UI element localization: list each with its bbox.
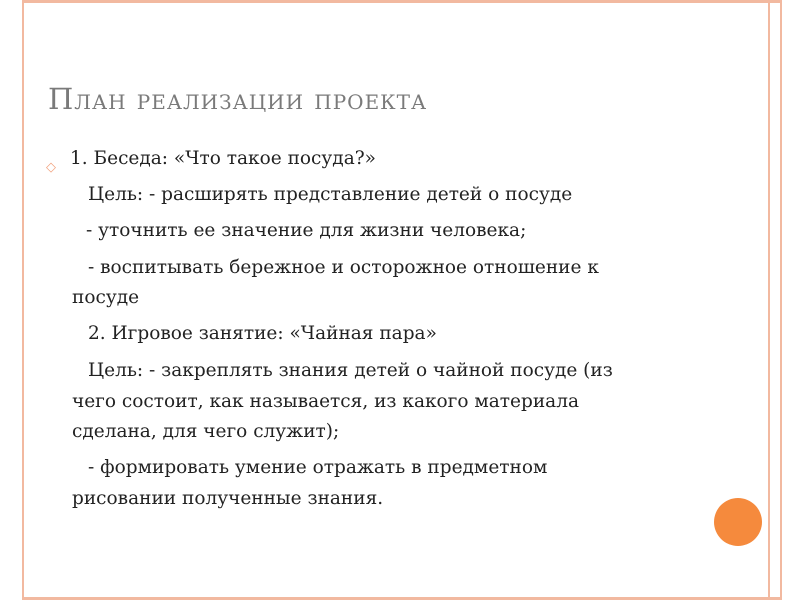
text-line-2: Цель: - расширять представление детей о посуде [88, 184, 573, 205]
text-line-8: чего состоит, как называется, из какого материала [72, 391, 579, 412]
text-line-7: Цель: - закреплять знания детей о чайной посуде (из [88, 360, 613, 381]
text-line-3: - уточнить ее значение для жизни человека; [86, 220, 527, 241]
text-line-11: рисовании полученные знания. [72, 488, 384, 509]
text-line-4: - воспитывать бережное и осторожное отношение к [88, 257, 599, 278]
slide-title: План реализации проекта [48, 82, 428, 116]
text-line-1: 1. Беседа: «Что такое посуда?» [70, 148, 376, 169]
text-line-10: - формировать умение отражать в предметном [88, 457, 548, 478]
text-line-5: посуде [72, 287, 140, 308]
accent-circle [714, 498, 762, 546]
text-line-6: 2. Игровое занятие: «Чайная пара» [88, 323, 437, 344]
text-line-9: сделана, для чего служит); [72, 421, 340, 442]
hollow-diamond-icon: ◇ [46, 160, 56, 175]
